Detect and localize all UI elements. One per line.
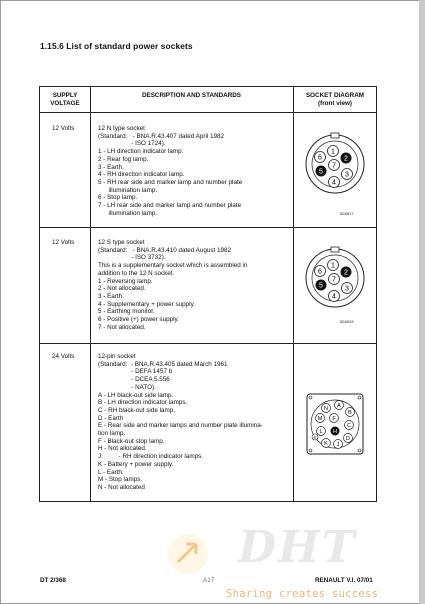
- watermark-arrow-icon: [166, 532, 210, 576]
- pin-label: 3: [345, 171, 349, 179]
- pin-label: N: [324, 406, 328, 412]
- footer-page-number: A17: [203, 577, 215, 584]
- figure-code: 6D0028: [340, 319, 354, 324]
- pin-label: 5: [319, 168, 323, 176]
- row-divider: [40, 343, 376, 344]
- header-description: DESCRIPTION AND STANDARDS: [141, 92, 241, 99]
- pin-label: 2: [344, 155, 348, 163]
- pin-label: 4: [332, 293, 336, 301]
- page-edge-shadow: [419, 0, 425, 604]
- row-description: 12 N type socket (Standard: - BNA.R.43.407 dated April 1982 - ISO 1724). 1 - LH direction indicator lamp. 2 - Rear fog lamp. 3 - Earth. 4 - RH direction indicator lamp. 5 - RH rear side and marker lamp and number plate illumination lamp. 6 - Stop lamp. 7 - LH rear side and marker lamp and number plate illumination lamp.: [98, 125, 243, 217]
- pin-label: 3: [345, 285, 349, 293]
- power-sockets-table: [39, 86, 377, 502]
- section-title: 1.15.6 List of standard power sockets: [40, 41, 193, 51]
- pin-label: 4: [332, 179, 336, 187]
- pin-label: F: [332, 416, 336, 422]
- header-supply-voltage: SUPPLY VOLTAGE: [50, 92, 80, 107]
- pin-label: D: [346, 436, 350, 442]
- column-divider: [293, 87, 294, 501]
- figure-code: 6D0037: [340, 211, 354, 216]
- pin-label: 6: [318, 154, 322, 162]
- socket-12n-diagram: [297, 129, 373, 219]
- pin-label: H: [333, 429, 337, 435]
- row-description: 12-pin socket (Standard: - BNA.R.43.405 dated March 1961 - DEFA 1457 b - DCEA 5.556 - NATO). A - LH black-out side lamp. B - LH direction indicator lamps. C - RH black-out side lamp. D - Earth E - Rear side and marker lamps and number plate illumina- tion lamp. F - Black-out stop lamp. H - Not allocated. J - RH direction indicator lamps. K - Battery + power supply. L - Earth. M - Stop lamps. N - Not allocated: [98, 353, 263, 491]
- footer-doc-ref: DT 2/368: [40, 577, 66, 584]
- row-voltage: 12 Volts: [52, 125, 75, 132]
- pin-label: K: [324, 441, 328, 447]
- pin-label: B: [348, 410, 352, 416]
- row-description: 12 S type socket (Standard: - BNA.R.43.410 dated August 1982 - ISO 3732). This is a supplementary socket which is assembled in addition to the 12 N socket. 1 - Reversing lamp. 2 - Not allocated. 3 - Earth. 4 - Supplementary + power supply. 5 - Earthing monitor. 6 - Positive (+) power supply. 7 - Not allocated.: [98, 239, 248, 331]
- pin-label: E: [313, 434, 317, 440]
- column-divider: [90, 87, 91, 501]
- row-divider: [40, 112, 376, 113]
- footer-publisher: RENAULT V.I. 07/01: [315, 577, 373, 584]
- pin-label: 7: [332, 276, 336, 284]
- header-socket-diagram: SOCKET DIAGRAM (front view): [305, 92, 365, 107]
- pin-label: 5: [319, 282, 323, 290]
- pin-label: 1: [331, 262, 335, 270]
- pin-label: J: [336, 442, 340, 448]
- pin-label: 1: [331, 148, 335, 156]
- row-voltage: 24 Volts: [52, 353, 75, 360]
- pin-label: C: [347, 423, 351, 429]
- watermark-tagline: Sharing creates success: [226, 588, 379, 600]
- row-divider: [40, 227, 376, 228]
- socket-12pin-diagram: [306, 393, 364, 455]
- pin-label: 7: [332, 162, 336, 170]
- pin-label: L: [319, 429, 323, 435]
- watermark-logo: DHT: [238, 522, 357, 573]
- pin-label: 2: [344, 269, 348, 277]
- pin-label: 6: [318, 268, 322, 276]
- socket-12s-diagram: [297, 243, 373, 333]
- row-voltage: 12 Volts: [52, 239, 75, 246]
- pin-label: A: [337, 403, 341, 409]
- pin-label: M: [317, 416, 323, 422]
